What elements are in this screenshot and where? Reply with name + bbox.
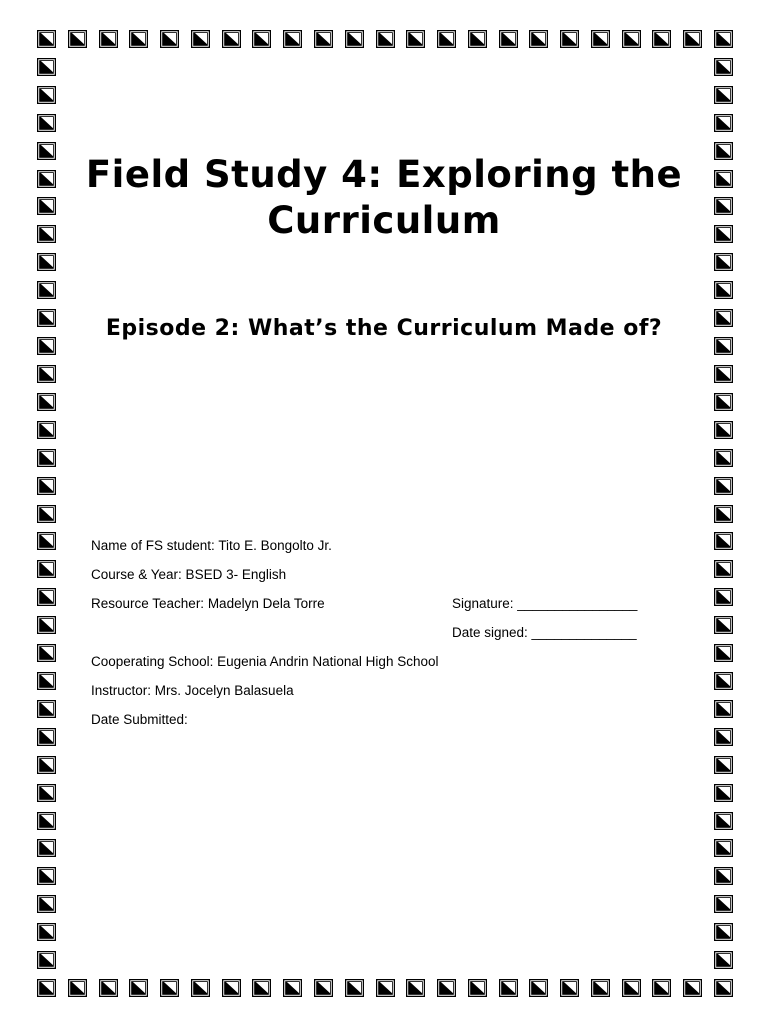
- square-diagonal-tile-icon: [499, 30, 518, 48]
- square-diagonal-tile-icon: [714, 644, 733, 662]
- square-diagonal-tile-icon: [37, 197, 56, 215]
- square-diagonal-tile-icon: [714, 979, 733, 997]
- square-diagonal-tile-icon: [714, 393, 733, 411]
- square-diagonal-tile-icon: [129, 979, 148, 997]
- square-diagonal-tile-icon: [468, 30, 487, 48]
- square-diagonal-tile-icon: [37, 421, 56, 439]
- square-diagonal-tile-icon: [714, 588, 733, 606]
- student-name-field: Name of FS student: Tito E. Bongolto Jr.: [91, 538, 332, 553]
- signature-field: Signature: ________________: [452, 596, 638, 611]
- square-diagonal-tile-icon: [714, 421, 733, 439]
- square-diagonal-tile-icon: [99, 979, 118, 997]
- square-diagonal-tile-icon: [37, 225, 56, 243]
- square-diagonal-tile-icon: [529, 30, 548, 48]
- square-diagonal-tile-icon: [714, 616, 733, 634]
- square-diagonal-tile-icon: [714, 477, 733, 495]
- square-diagonal-tile-icon: [37, 756, 56, 774]
- square-diagonal-tile-icon: [714, 700, 733, 718]
- square-diagonal-tile-icon: [37, 86, 56, 104]
- cooperating-school-field: Cooperating School: Eugenia Andrin National High School: [91, 654, 439, 669]
- square-diagonal-tile-icon: [37, 253, 56, 271]
- square-diagonal-tile-icon: [622, 979, 641, 997]
- square-diagonal-tile-icon: [37, 784, 56, 802]
- square-diagonal-tile-icon: [37, 142, 56, 160]
- square-diagonal-tile-icon: [714, 756, 733, 774]
- square-diagonal-tile-icon: [714, 114, 733, 132]
- square-diagonal-tile-icon: [714, 86, 733, 104]
- square-diagonal-tile-icon: [714, 337, 733, 355]
- square-diagonal-tile-icon: [714, 812, 733, 830]
- square-diagonal-tile-icon: [714, 30, 733, 48]
- square-diagonal-tile-icon: [345, 30, 364, 48]
- square-diagonal-tile-icon: [683, 979, 702, 997]
- square-diagonal-tile-icon: [714, 142, 733, 160]
- square-diagonal-tile-icon: [37, 644, 56, 662]
- square-diagonal-tile-icon: [37, 923, 56, 941]
- square-diagonal-tile-icon: [37, 505, 56, 523]
- square-diagonal-tile-icon: [37, 337, 56, 355]
- square-diagonal-tile-icon: [714, 197, 733, 215]
- square-diagonal-tile-icon: [714, 281, 733, 299]
- square-diagonal-tile-icon: [406, 30, 425, 48]
- square-diagonal-tile-icon: [37, 477, 56, 495]
- square-diagonal-tile-icon: [714, 225, 733, 243]
- square-diagonal-tile-icon: [591, 979, 610, 997]
- square-diagonal-tile-icon: [714, 532, 733, 550]
- square-diagonal-tile-icon: [591, 30, 610, 48]
- document-subtitle: Episode 2: What’s the Curriculum Made of?: [105, 316, 663, 341]
- square-diagonal-tile-icon: [714, 170, 733, 188]
- square-diagonal-tile-icon: [37, 560, 56, 578]
- square-diagonal-tile-icon: [560, 979, 579, 997]
- resource-teacher-field: Resource Teacher: Madelyn Dela Torre: [91, 596, 325, 611]
- square-diagonal-tile-icon: [37, 700, 56, 718]
- document-title: Field Study 4: Exploring the Curriculum: [85, 153, 683, 242]
- square-diagonal-tile-icon: [714, 449, 733, 467]
- square-diagonal-tile-icon: [68, 30, 87, 48]
- square-diagonal-tile-icon: [37, 58, 56, 76]
- square-diagonal-tile-icon: [683, 30, 702, 48]
- square-diagonal-tile-icon: [714, 672, 733, 690]
- square-diagonal-tile-icon: [37, 30, 56, 48]
- square-diagonal-tile-icon: [160, 979, 179, 997]
- square-diagonal-tile-icon: [714, 895, 733, 913]
- square-diagonal-tile-icon: [283, 30, 302, 48]
- square-diagonal-tile-icon: [652, 979, 671, 997]
- square-diagonal-tile-icon: [37, 281, 56, 299]
- square-diagonal-tile-icon: [191, 979, 210, 997]
- square-diagonal-tile-icon: [37, 867, 56, 885]
- square-diagonal-tile-icon: [37, 728, 56, 746]
- square-diagonal-tile-icon: [652, 30, 671, 48]
- square-diagonal-tile-icon: [714, 784, 733, 802]
- square-diagonal-tile-icon: [714, 505, 733, 523]
- square-diagonal-tile-icon: [222, 30, 241, 48]
- square-diagonal-tile-icon: [714, 58, 733, 76]
- square-diagonal-tile-icon: [37, 895, 56, 913]
- square-diagonal-tile-icon: [37, 951, 56, 969]
- date-submitted-field: Date Submitted:: [91, 712, 188, 727]
- square-diagonal-tile-icon: [714, 253, 733, 271]
- square-diagonal-tile-icon: [37, 812, 56, 830]
- square-diagonal-tile-icon: [222, 979, 241, 997]
- square-diagonal-tile-icon: [437, 30, 456, 48]
- square-diagonal-tile-icon: [37, 170, 56, 188]
- square-diagonal-tile-icon: [714, 309, 733, 327]
- square-diagonal-tile-icon: [529, 979, 548, 997]
- square-diagonal-tile-icon: [37, 309, 56, 327]
- square-diagonal-tile-icon: [714, 560, 733, 578]
- square-diagonal-tile-icon: [314, 979, 333, 997]
- square-diagonal-tile-icon: [376, 30, 395, 48]
- square-diagonal-tile-icon: [37, 839, 56, 857]
- date-signed-field: Date signed: ______________: [452, 625, 637, 640]
- square-diagonal-tile-icon: [252, 30, 271, 48]
- square-diagonal-tile-icon: [37, 449, 56, 467]
- square-diagonal-tile-icon: [714, 839, 733, 857]
- square-diagonal-tile-icon: [37, 672, 56, 690]
- square-diagonal-tile-icon: [68, 979, 87, 997]
- square-diagonal-tile-icon: [406, 979, 425, 997]
- square-diagonal-tile-icon: [622, 30, 641, 48]
- square-diagonal-tile-icon: [99, 30, 118, 48]
- square-diagonal-tile-icon: [37, 616, 56, 634]
- square-diagonal-tile-icon: [191, 30, 210, 48]
- square-diagonal-tile-icon: [714, 867, 733, 885]
- square-diagonal-tile-icon: [160, 30, 179, 48]
- square-diagonal-tile-icon: [714, 923, 733, 941]
- square-diagonal-tile-icon: [37, 588, 56, 606]
- course-year-field: Course & Year: BSED 3- English: [91, 567, 287, 582]
- square-diagonal-tile-icon: [129, 30, 148, 48]
- square-diagonal-tile-icon: [714, 951, 733, 969]
- square-diagonal-tile-icon: [714, 365, 733, 383]
- instructor-field: Instructor: Mrs. Jocelyn Balasuela: [91, 683, 294, 698]
- square-diagonal-tile-icon: [37, 532, 56, 550]
- square-diagonal-tile-icon: [314, 30, 333, 48]
- square-diagonal-tile-icon: [37, 979, 56, 997]
- square-diagonal-tile-icon: [37, 365, 56, 383]
- square-diagonal-tile-icon: [437, 979, 456, 997]
- square-diagonal-tile-icon: [283, 979, 302, 997]
- square-diagonal-tile-icon: [499, 979, 518, 997]
- square-diagonal-tile-icon: [714, 728, 733, 746]
- square-diagonal-tile-icon: [345, 979, 364, 997]
- square-diagonal-tile-icon: [468, 979, 487, 997]
- square-diagonal-tile-icon: [560, 30, 579, 48]
- square-diagonal-tile-icon: [37, 114, 56, 132]
- square-diagonal-tile-icon: [37, 393, 56, 411]
- square-diagonal-tile-icon: [252, 979, 271, 997]
- square-diagonal-tile-icon: [376, 979, 395, 997]
